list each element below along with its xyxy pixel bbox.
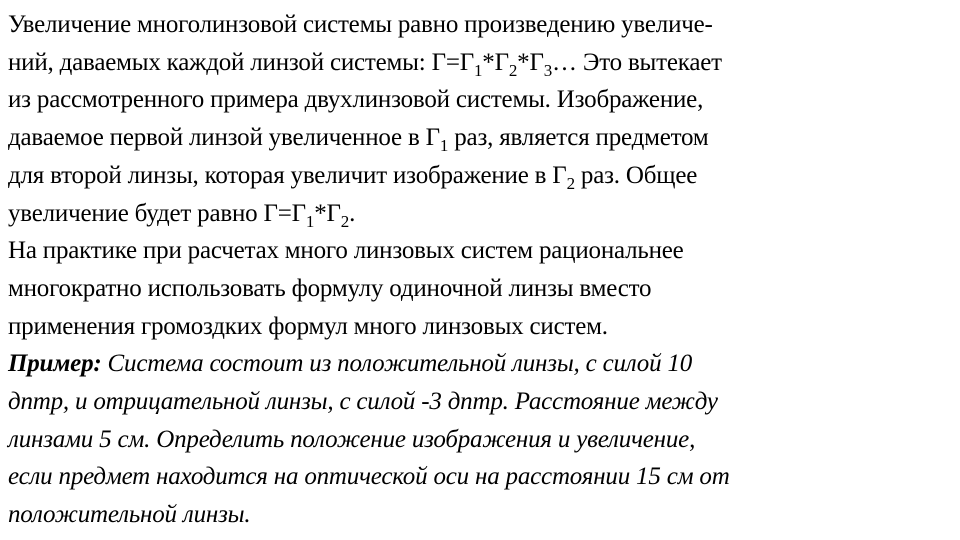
subscript: 1: [305, 211, 315, 231]
example-line: [8, 458, 952, 496]
text-line: [8, 6, 952, 44]
subscript: 2: [566, 173, 575, 193]
subscript: 2: [508, 60, 518, 80]
text-run: применения громоздких формул много линзовых систем.: [8, 312, 608, 340]
subscript: 1: [473, 60, 483, 80]
text-run: для второй линзы, которая увеличит изображение в Г: [8, 161, 567, 189]
example-line: [8, 345, 952, 383]
text-run: раз. Общее: [574, 161, 698, 189]
text-run: линзами 5 см. Определить положение изображения и увеличение,: [8, 425, 696, 453]
text-run: На практике при расчетах много линзовых систем рациональнее: [8, 237, 684, 265]
text-line: [8, 195, 952, 233]
slide-text-block: [8, 6, 952, 534]
text-run: Увеличение многолинзовой системы равно произведению увеличе-: [8, 11, 713, 38]
text-run: … Это вытекает: [552, 48, 722, 76]
text-line: [8, 157, 952, 195]
text-line: [8, 81, 952, 119]
text-run: многократно использовать формулу одиночной линзы вместо: [8, 274, 652, 302]
subscript: 2: [340, 211, 350, 231]
text-line: [8, 119, 952, 157]
text-run: из рассмотренного примера двухлинзовой системы. Изображение,: [8, 86, 704, 114]
example-label: Пример:: [8, 350, 102, 378]
text-line: [8, 232, 952, 270]
text-run: ний, даваемых каждой линзой системы: Г=Г: [8, 48, 474, 76]
text-run: *Г: [517, 48, 544, 76]
text-run: дптр, и отрицательной линзы, с силой -3 дптр. Расстояние между: [8, 388, 718, 416]
subscript: 1: [439, 136, 449, 156]
example-line: [8, 383, 952, 421]
text-line: [8, 270, 952, 308]
text-run: увеличение будет равно Г=Г: [8, 199, 306, 227]
text-run: *Г: [314, 199, 341, 227]
text-run: раз, является предметом: [448, 124, 709, 152]
text-run: если предмет находится на оптической оси на расстоянии 15 см от: [8, 463, 730, 491]
text-run: Система состоит из положительной линзы, с силой 10: [101, 350, 693, 378]
example-line: [8, 421, 952, 459]
text-run: .: [349, 199, 356, 227]
text-line: [8, 308, 952, 346]
example-line: [8, 496, 952, 534]
subscript: 3: [543, 60, 553, 80]
text-run: *Г: [482, 48, 509, 76]
text-run: положительной линзы.: [8, 501, 251, 529]
text-line: [8, 44, 952, 82]
text-run: даваемое первой линзой увеличенное в Г: [8, 124, 440, 152]
